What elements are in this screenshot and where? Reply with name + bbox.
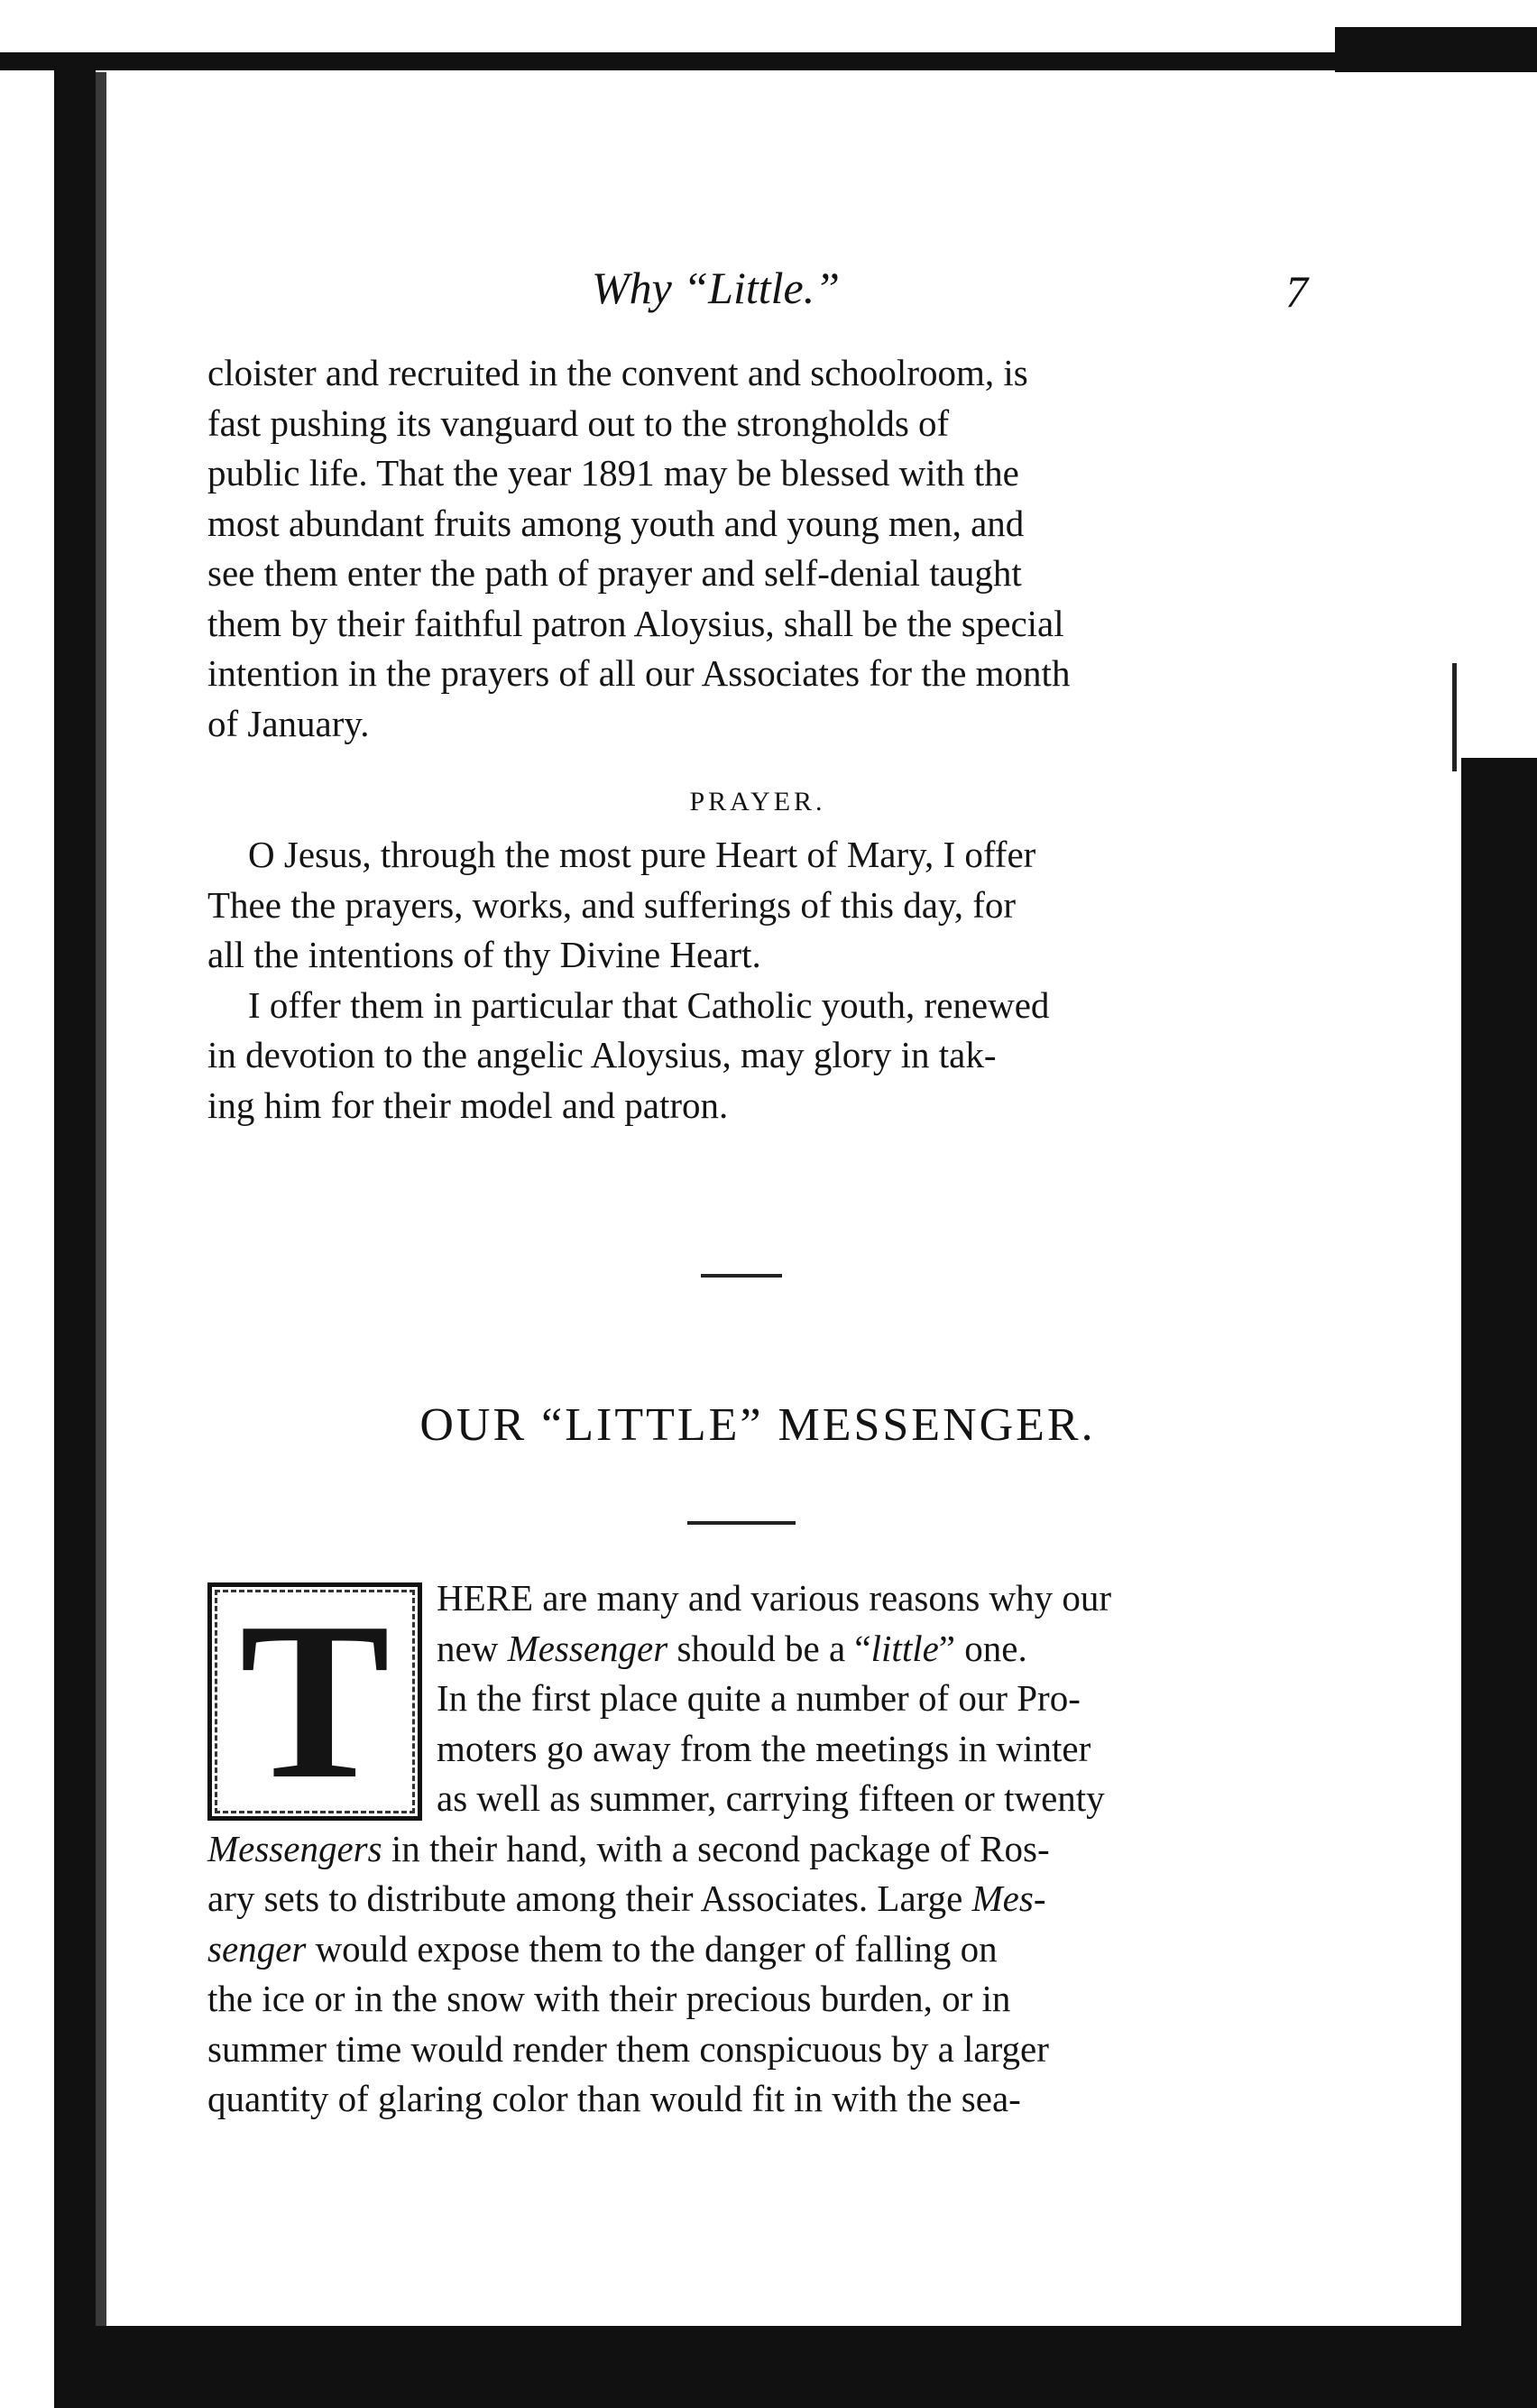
- text-line: them by their faithful patron Aloysius, shall be the special: [207, 602, 1064, 644]
- text-line: In the first place quite a number of our Pro-: [437, 1677, 1081, 1719]
- text-line: cloister and recruited in the convent and schoolroom, is: [207, 352, 1028, 393]
- text-run: new: [437, 1627, 508, 1669]
- text-line: [207, 1874, 1308, 1924]
- scan-border-left: [54, 63, 96, 2408]
- scan-border-bottom: [96, 2326, 1537, 2408]
- text-line: as well as summer, carrying fifteen or twenty: [437, 1777, 1105, 1819]
- text-line: in devotion to the angelic Aloysius, may glory in tak-: [207, 1034, 997, 1075]
- text-run: should be a “: [667, 1627, 871, 1669]
- text-run: would expose them to the danger of falling on: [306, 1927, 998, 1970]
- text-line: intention in the prayers of all our Associates for the month: [207, 652, 1071, 694]
- italic-title: Mes-: [971, 1878, 1046, 1919]
- title-rule: [687, 1521, 796, 1525]
- scan-border-right-line: [1452, 663, 1457, 771]
- text-line: ing him for their model and patron.: [207, 1084, 729, 1126]
- text-run: in their hand, with a second package of Ros-: [382, 1827, 1050, 1869]
- text-line: of January.: [207, 702, 370, 744]
- article-text: [207, 1573, 1308, 2125]
- text-line: [207, 1924, 1308, 1975]
- text-line: quantity of glaring color than would fit in with the sea-: [207, 2078, 1021, 2119]
- text-line: summer time would render them conspicuous by a larger: [207, 2027, 1049, 2070]
- scan-border-left-shade: [96, 72, 106, 2382]
- prayer-text: [207, 830, 1308, 1130]
- text-line: HERE are many and various reasons why our: [437, 1577, 1112, 1619]
- scan-border-top-corner: [1335, 27, 1537, 72]
- text-line: moters go away from the meetings in winter: [437, 1727, 1091, 1769]
- text-line: the ice or in the snow with their precious burden, or in: [207, 1978, 1011, 2019]
- italic-title: senger: [207, 1927, 307, 1970]
- page-number: 7: [1285, 266, 1308, 317]
- text-line: [207, 1824, 1308, 1875]
- drop-cap-letter: T: [239, 1576, 391, 1826]
- text-line: public life. That the year 1891 may be blessed with the: [207, 452, 1019, 494]
- scan-border-right: [1461, 758, 1537, 2408]
- italic-word: little: [870, 1627, 939, 1669]
- scan-border-top: [0, 52, 1537, 70]
- text-line: Thee the prayers, works, and sufferings of this day, for: [207, 883, 1017, 926]
- prayer-heading: PRAYER.: [689, 787, 826, 817]
- italic-title: Messengers: [207, 1827, 382, 1869]
- page-header: [207, 262, 1308, 334]
- text-line: fast pushing its vanguard out to the strongholds of: [207, 401, 950, 444]
- text-run: ary sets to distribute among their Associates. Large: [207, 1878, 972, 1919]
- ornamental-drop-cap: [207, 1576, 422, 1826]
- text-line: I offer them in particular that Catholic youth, renewed: [248, 983, 1050, 1026]
- running-head: Why “Little.”: [592, 263, 841, 313]
- text-line: all the intentions of thy Divine Heart.: [207, 934, 761, 975]
- paragraph-intention: [207, 348, 1308, 749]
- text-line: see them enter the path of prayer and self-denial taught: [207, 552, 1022, 594]
- italic-title: Messenger: [507, 1627, 668, 1669]
- text-run: ” one.: [938, 1627, 1027, 1669]
- section-title: OUR “LITTLE” MESSENGER.: [419, 1399, 1096, 1451]
- section-divider: [701, 1274, 782, 1278]
- text-line: O Jesus, through the most pure Heart of Mary, I offer: [248, 834, 1036, 875]
- text-line: most abundant fruits among youth and young men, and: [207, 502, 1025, 544]
